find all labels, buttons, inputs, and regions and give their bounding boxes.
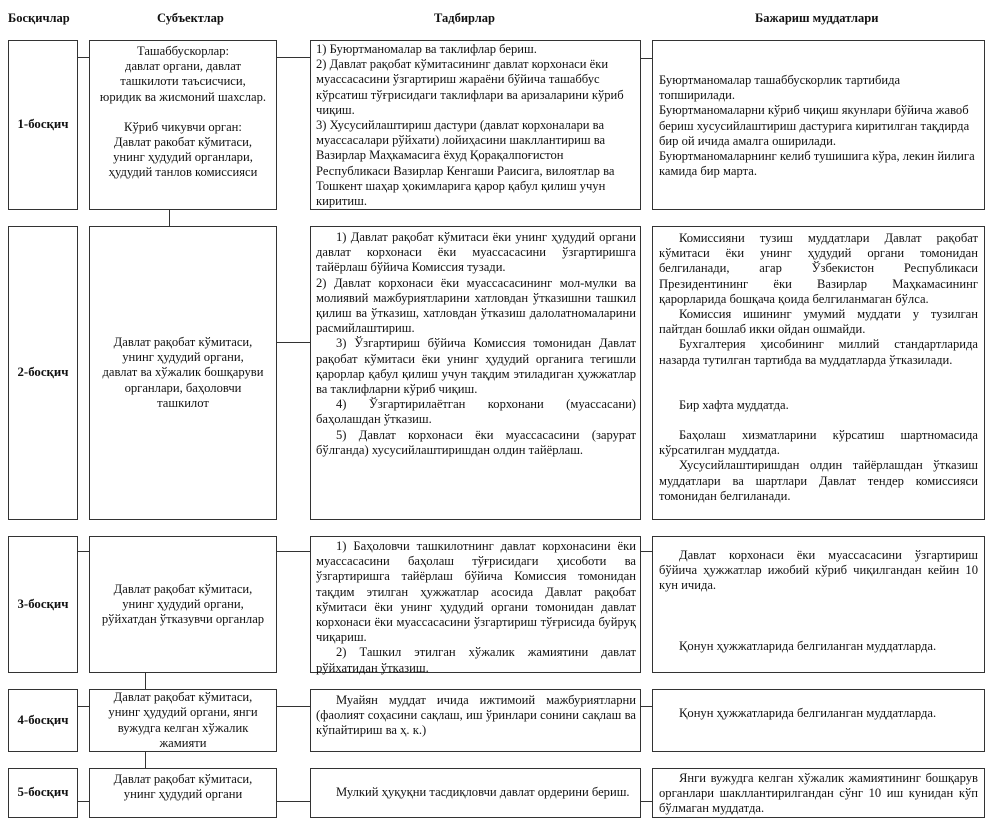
event-item: 1) Буюртманомалар ва таклифлар бериш. xyxy=(316,42,537,56)
subject-line: Ташаббускорлар: xyxy=(136,44,230,58)
stage-label: 3-босқич xyxy=(17,596,69,611)
subject-line: органлари, баҳоловчи xyxy=(124,380,242,395)
connector-line xyxy=(641,706,652,707)
subjects-box-2 xyxy=(89,226,277,520)
subject-line: жамияти xyxy=(159,735,207,750)
deadline-item: Бухгалтерия ҳисобининг миллий стандартларида назарда тутилган тартибда ва муддатларда ўтказилади. xyxy=(659,337,978,367)
connector-line xyxy=(641,58,652,59)
deadline-item: Комиссияни тузиш муддатлари Давлат рақобат кўмитаси ёки унинг ҳудудий органи томонидан белгиланади, агар Ўзбекистон Республикаси Президентининг ёки Вазирлар Маҳкамасининг қарорларида бошқача қоида белгиланмаган бўлса. xyxy=(659,231,978,306)
stage-box-5 xyxy=(8,768,78,818)
event-item: 1) Давлат рақобат кўмитаси ёки унинг ҳудудий органи давлат корхонаси ёки муассасасини ўзгартиришга тайёрлаш бўйича Комиссия тузади. xyxy=(316,230,636,275)
event-item: 4) Ўзгартирилаётган корхонани (муассасани) баҳолашдан ўтказиш. xyxy=(316,397,636,427)
event-item: 1) Баҳоловчи ташкилотнинг давлат корхонасини ёки муассасасини баҳолаш тўғрисидаги ҳисоботи ва ўзгартиришга тайёрлаш бўйича Комиссия томонидан тақдим этилган ҳужжатлар асосида Давлат рақобат кўмитаси ёки унинг ҳудудий органи томонидан давлат корхонаси ёки муассасасини ўзгартириш тўғрисида буйруқ чиқариш. xyxy=(316,539,636,645)
subject-line: Давлат рақобат кўмитаси, xyxy=(113,690,253,705)
connector-line xyxy=(145,752,146,768)
connector-line xyxy=(78,801,89,802)
stage-label: 5-босқич xyxy=(17,785,69,800)
event-item: 2) Давлат корхонаси ёки муассасасининг мол-мулки ва молиявий мажбуриятларини хатловдан ўтказишни ташкил қилиш ва ўтказиш, хатловдан ўтказиш далолатномаларини расмийлаштириш. xyxy=(316,275,636,336)
spacer xyxy=(659,624,978,639)
connector-line xyxy=(641,801,652,802)
connector-line xyxy=(277,57,310,58)
connector-line xyxy=(78,551,89,552)
subjects-box-3 xyxy=(89,536,277,673)
event-item: Муайян муддат ичида ижтимоий мажбуриятларни (фаолият соҳасини сақлаш, иш ўринлари сонини сақлаш ва кўпайтириш ва ҳ. к.) xyxy=(316,693,636,738)
stage-box-1 xyxy=(8,40,78,210)
event-item: 2) Давлат рақобат кўмитасининг давлат корхонаси ёки муассасасини ўзгартириш жараёни бўйича ташаббус кўрсатиш тўғрисидаги таклифлари ва аризаларини кўриб чиқиш. xyxy=(316,57,624,117)
event-item: 2) Ташкил этилган хўжалик жамиятини давлат рўйхатидан ўтказиш. xyxy=(316,645,636,675)
event-item: 5) Давлат корхонаси ёки муассасасини (зарурат бўлганда) хусусийлаштиришдан олдин тайёрлаш. xyxy=(316,427,636,457)
spacer xyxy=(659,413,978,428)
stage-label: 1-босқич xyxy=(17,117,69,132)
events-box-4 xyxy=(310,689,641,752)
subject-line: юридик ва жисмоний шахслар. xyxy=(99,89,267,104)
subject-line: унинг ҳудудий органи, xyxy=(122,350,244,365)
deadline-item: Баҳолаш хизматларини кўрсатиш шартномасида кўрсатилган муддатда. xyxy=(659,428,978,458)
deadline-item: Давлат корхонаси ёки муассасасини ўзгартириш бўйича ҳужжатлар ижобий кўриб чиқилгандан кейин 10 кун ичида. xyxy=(659,548,978,593)
deadlines-box-5 xyxy=(652,768,985,818)
subject-line: Давлат рақобат кўмитаси, xyxy=(113,334,253,349)
deadline-item: Буюртманомаларнинг келиб тушишига кўра, лекин йилига камида бир марта. xyxy=(659,149,975,179)
subject-line: вужудга келган хўжалик xyxy=(117,720,249,735)
events-box-2 xyxy=(310,226,641,520)
subject-line: Кўриб чикувчи орган: xyxy=(124,119,242,134)
connector-line xyxy=(277,706,310,707)
subject-line: рўйхатдан ўтказувчи органлар xyxy=(101,612,265,627)
spacer xyxy=(659,594,978,624)
deadline-item: Янги вужудга келган хўжалик жамиятининг бошқарув органлари шакллантирилгандан сўнг 10 иш кунидан кўп бўлмаган муддатда. xyxy=(659,771,978,816)
connector-line xyxy=(641,551,652,552)
deadlines-box-4 xyxy=(652,689,985,752)
events-box-1 xyxy=(310,40,641,210)
events-box-3 xyxy=(310,536,641,673)
subject-line: Давлат ракобат кўмитаси, xyxy=(114,135,252,150)
spacer xyxy=(659,368,978,398)
deadline-item: Буюртманомалар ташаббускорлик тартибида топширилади. xyxy=(659,73,901,103)
stage-box-3 xyxy=(8,536,78,673)
connector-line xyxy=(277,801,310,802)
deadlines-box-3 xyxy=(652,536,985,673)
connector-line xyxy=(78,57,89,58)
event-item: 3) Хусусийлаштириш дастури (давлат корхоналари ва муассасалари рўйхати) лойиҳасини шакллантириш ва Вазирлар Маҳкамасига ёхуд Қорақалпоғистон Республикаси Вазирлар Кенгаши Раисига, вилоятлар ва Тошкент шаҳар ҳокимларига қарор қабул қилиш учун киритиш. xyxy=(316,118,615,209)
connector-line xyxy=(277,551,310,552)
subject-line: Давлат рақобат кўмитаси, xyxy=(113,772,253,786)
connector-line xyxy=(78,706,89,707)
subject-line: унинг ҳудудий органи, xyxy=(122,596,244,611)
subject-line: ташкилоти таъсисчиси, xyxy=(120,74,246,89)
stage-label: 2-босқич xyxy=(17,365,69,380)
deadline-item: Хусусийлаштиришдан олдин тайёрлашдан ўтказиш муддатлари ва шартлари Давлат тендер комиссияси томонидан белгиланади. xyxy=(659,458,978,503)
subject-line: ташкилот xyxy=(157,395,209,410)
deadline-item: Комиссия ишининг умумий муддати у тузилган пайтдан бошлаб икки ойдан ошмайди. xyxy=(659,307,978,337)
subjects-box-1 xyxy=(89,40,277,210)
deadline-item: Қонун ҳужжатларида белгиланган муддатларда. xyxy=(679,706,937,720)
connector-line xyxy=(277,342,310,343)
subject-line: унинг ҳудудий органи, янги xyxy=(108,705,258,720)
header-stages: Босқичлар xyxy=(8,11,70,25)
deadlines-box-1 xyxy=(652,40,985,210)
subject-line: давлат органи, давлат xyxy=(125,59,241,74)
event-item: Мулкий ҳуқуқни тасдиқловчи давлат ордерини бериш. xyxy=(336,785,630,799)
stage-box-4 xyxy=(8,689,78,752)
header-events: Тадбирлар xyxy=(434,11,495,25)
connector-line xyxy=(145,673,146,689)
stage-box-2 xyxy=(8,226,78,520)
deadlines-box-2 xyxy=(652,226,985,520)
deadline-item: Бир хафта муддатда. xyxy=(679,397,789,412)
header-deadlines: Бажариш муддатлари xyxy=(755,11,879,25)
subjects-box-4 xyxy=(89,689,277,752)
connector-line xyxy=(169,210,170,226)
subjects-box-5 xyxy=(89,768,277,818)
subject-line: унинг ҳудудий органи xyxy=(123,787,243,802)
subject-line: ҳудудий танлов комиссияси xyxy=(108,165,258,180)
event-item: 3) Ўзгартириш бўйича Комиссия томонидан Давлат рақобат кўмитаси ёки унинг ҳудудий органига тегишли қарорлар қабул қилиш учун тақдим этиладиган ҳужжатлар ва таклифларни кўриб чиқиш. xyxy=(316,336,636,397)
events-box-5 xyxy=(310,768,641,818)
subject-line: Давлат рақобат кўмитаси, xyxy=(113,581,253,596)
deadline-item: Қонун ҳужжатларида белгиланган муддатларда. xyxy=(679,638,937,653)
subject-line: давлат ва хўжалик бошқаруви xyxy=(102,365,264,380)
header-subjects: Субъектлар xyxy=(157,11,224,25)
stage-label: 4-босқич xyxy=(17,712,69,727)
deadline-item: Буюртманомаларни кўриб чиқиш якунлари бўйича жавоб бериш хусусийлаштириш дастурига киритилган тақдирда бир ой ичида амалга оширилади. xyxy=(659,103,970,148)
subject-line: унинг ҳудудий органлари, xyxy=(113,150,253,165)
